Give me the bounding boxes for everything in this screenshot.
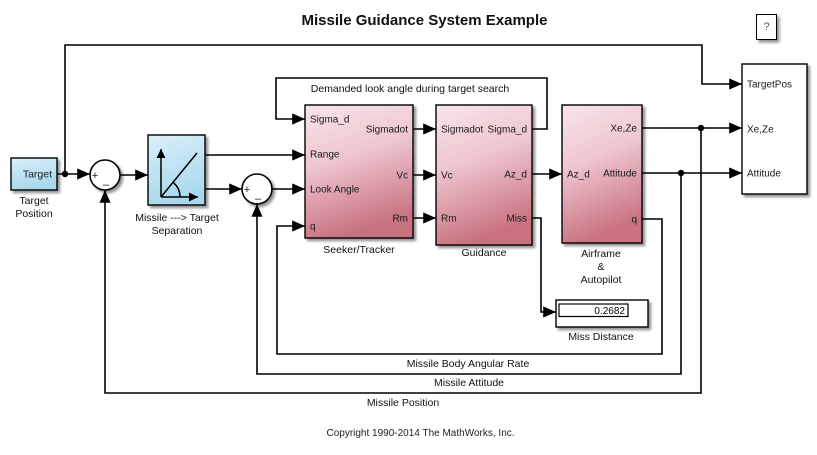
guidance-block-outport-label: Miss (506, 213, 527, 225)
seeker-tracker-block-label: Seeker/Tracker (323, 244, 395, 256)
target-source-block-label: Target (19, 195, 49, 207)
seeker-tracker-block-outport-label: Vc (396, 170, 408, 182)
wire-junction-dot (678, 170, 684, 176)
position-scope-block[interactable] (742, 64, 807, 194)
position-scope-block-inport-label: Attitude (747, 168, 781, 180)
missile-target-separation-block-label: Missile ---> Target (135, 212, 219, 224)
copyright-text: Copyright 1990-2014 The MathWorks, Inc. (326, 428, 515, 439)
position-scope-block-inport-label: Xe,Ze (747, 124, 774, 136)
guidance-block[interactable] (436, 105, 532, 245)
airframe-autopilot-block[interactable] (562, 105, 642, 243)
missile-target-separation-block-body[interactable] (148, 135, 205, 205)
guidance-block-inport-label: Sigmadot (441, 124, 484, 136)
missile-target-separation-block-label: Separation (151, 225, 203, 237)
sum-target-position[interactable] (90, 160, 120, 191)
airframe-autopilot-block-label: & (597, 261, 605, 273)
airframe-autopilot-block-outport-label: Xe,Ze (610, 123, 637, 135)
missile-position-label: Missile Position (366, 397, 440, 409)
seeker-tracker-block-outport-label: Rm (392, 213, 408, 225)
help-button[interactable]: ? (756, 14, 777, 40)
airframe-autopilot-block-outport-label: Attitude (603, 168, 637, 180)
sum-look-angle-sign: – (254, 193, 262, 205)
missile-attitude-label: Missile Attitude (433, 377, 505, 389)
miss-distance-display[interactable] (556, 300, 648, 327)
missile-body-angular-rate-label: Missile Body Angular Rate (406, 358, 530, 370)
miss-wire[interactable] (532, 218, 556, 312)
airframe-autopilot-block-outport-label: q (631, 214, 637, 226)
target-source-block-label: Position (15, 208, 53, 220)
sum-target-position-sign: + (91, 170, 99, 182)
seeker-tracker-block-inport-label: q (310, 221, 316, 233)
miss-distance-display-label: Miss Distance (568, 331, 634, 343)
guidance-block-label: Guidance (461, 247, 507, 259)
target-source-block[interactable] (11, 158, 57, 190)
sum-target-position-sign: – (102, 179, 110, 191)
seeker-tracker-block-outport-label: Sigmadot (365, 124, 408, 136)
guidance-block-inport-label: Rm (441, 213, 457, 225)
position-scope-block-inport-label: TargetPos (747, 79, 793, 91)
wire-junction-dot (62, 171, 68, 177)
diagram-title: Missile Guidance System Example (301, 12, 548, 29)
seeker-tracker-block[interactable] (305, 105, 413, 238)
seeker-tracker-block-inport-label: Look Angle (310, 184, 360, 196)
seeker-tracker-block-inport-label: Sigma_d (310, 114, 350, 126)
seeker-tracker-block-inport-label: Range (310, 149, 340, 161)
sum-look-angle[interactable] (242, 174, 272, 205)
target-source-block-inner-label: Target (22, 168, 52, 181)
missile-target-separation-block[interactable] (148, 135, 205, 205)
guidance-block-outport-label: Az_d (504, 169, 527, 181)
guidance-block-outport-label: Sigma_d (487, 124, 527, 136)
sum-look-angle-sign: + (243, 184, 251, 196)
miss-distance-display-value: 0.2682 (594, 306, 625, 317)
airframe-autopilot-block-label: Autopilot (580, 274, 622, 286)
airframe-autopilot-block-label: Airframe (581, 248, 621, 260)
airframe-autopilot-block-inport-label: Az_d (567, 169, 590, 181)
wire-junction-dot (698, 125, 704, 131)
demanded-look-angle-label: Demanded look angle during target search (310, 83, 510, 95)
guidance-block-inport-label: Vc (441, 170, 453, 182)
